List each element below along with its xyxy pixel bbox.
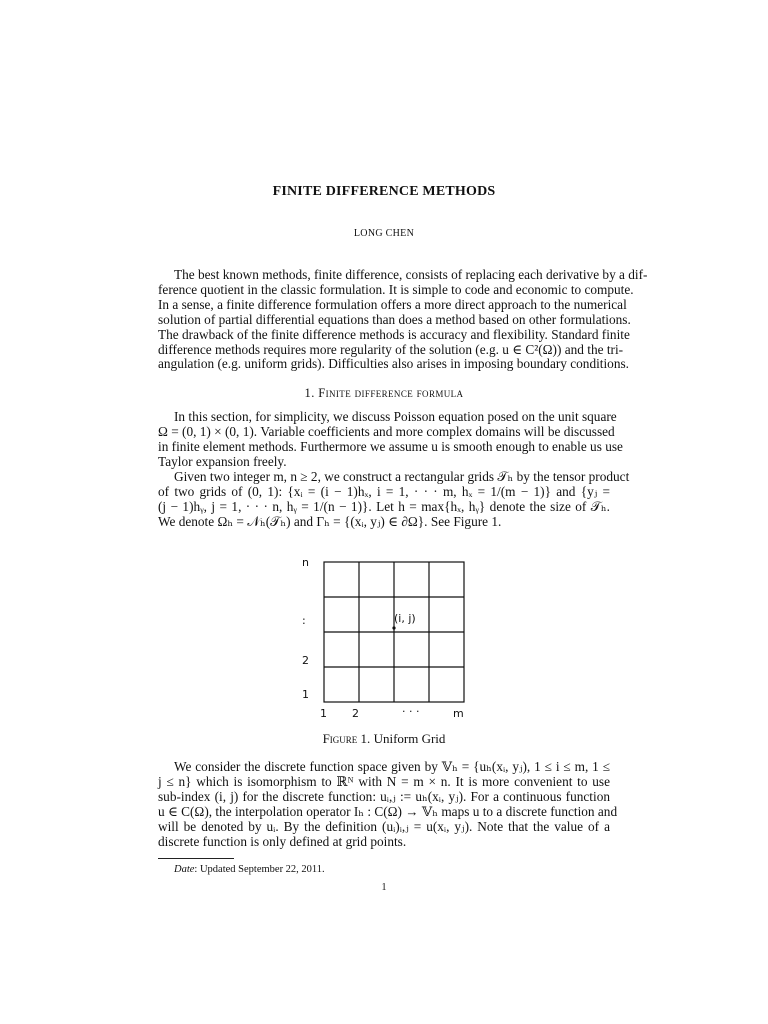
grid-point-ij [392,626,395,629]
text-line: Ω = (0, 1) × (0, 1). Variable coefficients and more complex domains will be discussed [158,423,615,439]
grid-lines [324,562,464,702]
figure-caption-text: Uniform Grid [373,731,446,746]
text-line: The best known methods, finite difference, consists of replacing each derivative by a dif- [174,267,648,282]
label-1-bottom: 1 [320,707,327,720]
label-n: n [302,556,309,569]
text-line: of two grids of (0, 1): {xᵢ = (i − 1)hₓ, i = 1, · · · m, hₓ = 1/(m − 1)} and {yⱼ = [158,483,610,499]
text-line: We consider the discrete function space given by 𝕍ₕ = {uₕ(xᵢ, yⱼ), 1 ≤ i ≤ m, 1 ≤ [174,759,610,774]
text-line: (j − 1)hᵧ, j = 1, · · · n, hᵧ = 1/(n − 1)}. Let h = max{hₓ, hᵧ} denote the size of 𝒯ₕ. [158,498,610,514]
label-ij: (i, j) [394,612,416,625]
footnote [174,864,325,875]
text-line: In a sense, a finite difference formulation offers a more direct approach to the numerical [158,296,627,312]
label-2-bottom: 2 [352,707,359,720]
label-2-left: 2 [302,654,309,667]
section-heading: 1. Finite difference formula [304,386,464,400]
section-paragraph-2 [158,469,630,530]
paper-author: LONG CHEN [353,228,415,239]
text-line: The drawback of the finite difference methods is accuracy and flexibility. Standard finite [158,326,630,342]
figure-caption [0,731,768,747]
text-line: solution of partial differential equations than does a method based on other formulations. [158,311,631,327]
abstract-paragraph [158,267,648,372]
figure-caption-prefix: Figure 1. [322,731,371,746]
text-line: ference quotient in the classic formulation. It is simple to code and economic to compute. [158,281,634,297]
text-line: sub-index (i, j) for the discrete function: uᵢ,ⱼ := uₕ(xᵢ, yⱼ). For a continuous function [158,788,610,804]
label-m: m [453,707,464,720]
label-1-left: 1 [302,688,309,701]
section-paragraph-1 [158,409,623,470]
text-line: will be denoted by uᵢ. By the definition (uᵢ)ᵢ,ⱼ = u(xᵢ, yⱼ). Note that the value of a [158,818,610,834]
text-line: In this section, for simplicity, we discuss Poisson equation posed on the unit square [174,409,617,424]
text-line: discrete function is only defined at grid points. [158,833,407,849]
paper-title: FINITE DIFFERENCE METHODS [272,184,496,199]
text-line: j ≤ n} which is isomorphism to ℝᴺ with N = m × n. It is more convenient to use [158,773,610,789]
footnote-text: : Updated September 22, 2011. [194,864,325,875]
footnote-rule [158,858,234,859]
page-number: 1 [381,882,387,893]
label-horizontal-dots: · · · [402,705,420,718]
text-line: difference methods requires more regularity of the solution (e.g. u ∈ C²(Ω)) and the tri- [158,341,624,357]
label-vertical-dots: : [302,614,306,627]
text-line: Taylor expansion freely. [158,453,287,469]
uniform-grid-figure [290,552,490,722]
text-line: angulation (e.g. uniform grids). Difficulties also arises in imposing boundary conditions. [158,356,629,372]
text-line: u ∈ C(Ω), the interpolation operator Iₕ : C(Ω) → 𝕍ₕ maps u to a discrete function and [158,803,618,819]
text-line: in finite element methods. Furthermore we assume u is smooth enough to enable us use [158,438,623,454]
text-line: Given two integer m, n ≥ 2, we construct a rectangular grids 𝒯ₕ by the tensor product [174,469,630,484]
footnote-label: Date [174,864,195,875]
text-line: We denote Ωₕ = 𝒩ₕ(𝒯ₕ) and Γₕ = {(xᵢ, yⱼ) ∈ ∂Ω}. See Figure 1. [158,513,502,529]
section-paragraph-3 [158,759,618,849]
